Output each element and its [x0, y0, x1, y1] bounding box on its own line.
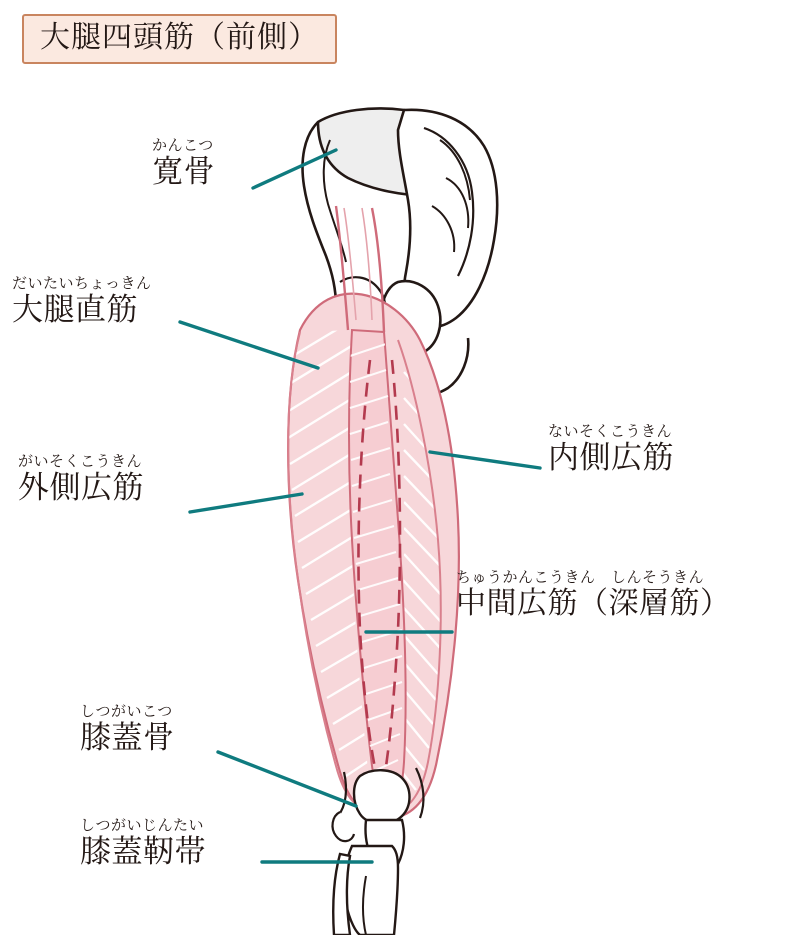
label-chukan-kokin	[456, 570, 731, 619]
label-chukan-kokin-furigana: ちゅうかんこうきん しんそうきん	[456, 569, 705, 586]
label-chukan-kokin-main: 中間広筋（深層筋）	[456, 586, 731, 620]
label-shitsugai-jintai-furigana: しつがいじんたい	[80, 817, 205, 834]
label-gaisoku-kokin-furigana: がいそくこうきん	[18, 453, 143, 470]
label-naisoku-kokin-main: 内側広筋	[548, 439, 674, 475]
label-daitai-chokkin-furigana: だいたいちょっきん	[12, 275, 152, 292]
page-title: 大腿四頭筋（前側）	[40, 21, 319, 54]
label-gaisoku-kokin-main: 外側広筋	[18, 469, 144, 505]
label-kankotsu-furigana: かんこつ	[152, 137, 214, 154]
knee-bones-shape	[333, 768, 424, 935]
label-naisoku-kokin	[548, 424, 674, 474]
label-shitsugai-jintai-main: 膝蓋靭帯	[80, 833, 206, 869]
leader-line-gaisoku-kokin	[190, 494, 302, 512]
label-daitai-chokkin-main: 大腿直筋	[12, 291, 138, 327]
label-shitsugaikotsu-furigana: しつがいこつ	[80, 703, 173, 720]
label-kankotsu-main: 寛骨	[152, 153, 215, 189]
label-shitsugai-jintai	[80, 818, 206, 868]
label-shitsugaikotsu-main: 膝蓋骨	[80, 719, 175, 755]
label-naisoku-kokin-furigana: ないそくこうきん	[548, 423, 673, 440]
label-kankotsu	[152, 138, 215, 188]
label-daitai-chokkin	[12, 276, 152, 326]
label-gaisoku-kokin	[18, 454, 144, 504]
label-shitsugaikotsu	[80, 704, 175, 754]
diagram-title-box	[22, 14, 337, 64]
